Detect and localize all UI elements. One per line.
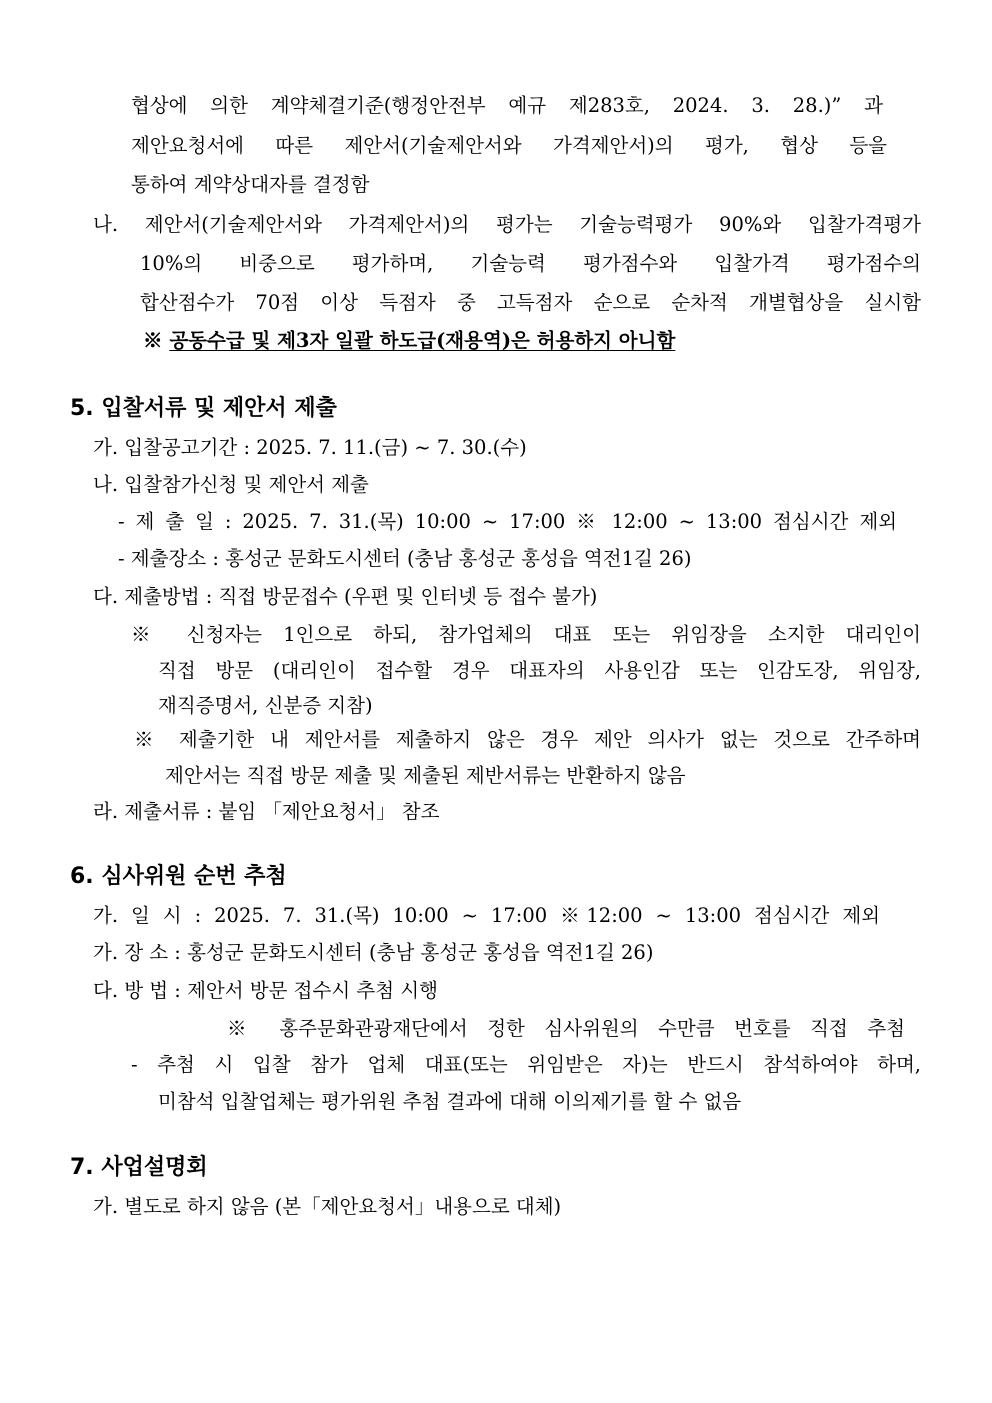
note-2-line-1: ※ 제출기한 내 제안서를 제출하지 않은 경우 제안 의사가 없는 것으로 간주하며: [134, 728, 921, 751]
application-heading: 나. 입찰참가신청 및 제안서 제출: [93, 473, 369, 496]
intro-line-2: 제안요청서에 따른 제안서(기술제안서와 가격제안서)의 평가, 협상 등을: [131, 134, 887, 157]
attendance-line-2: 미참석 입찰업체는 평가위원 추첨 결과에 대해 이의제기를 할 수 없음: [158, 1090, 742, 1113]
evaluation-line-2: 10%의 비중으로 평가하며, 기술능력 평가점수와 입찰가격 평가점수의: [140, 252, 921, 275]
note-1-line-3: 재직증명서, 신분증 지참): [158, 694, 373, 717]
submission-method: 다. 제출방법 : 직접 방문접수 (우편 및 인터넷 등 접수 불가): [93, 585, 598, 608]
section-6-heading: 6. 심사위원 순번 추첨: [70, 864, 287, 889]
intro-line-3: 통하여 계약상대자를 결정함: [131, 173, 370, 196]
subcontract-notice: 공동수급 및 제3자 일괄 하도급(재용역)은 허용하지 아니함: [169, 329, 676, 352]
note-2-line-2: 제안서는 직접 방문 제출 및 제출된 제반서류는 반환하지 않음: [165, 764, 686, 787]
briefing-item: 가. 별도로 하지 않음 (본「제안요청서」내용으로 대체): [93, 1195, 562, 1218]
announcement-period: 가. 입찰공고기간 : 2025. 7. 11.(금) ~ 7. 30.(수): [93, 436, 527, 459]
draw-method: 다. 방 법 : 제안서 방문 접수시 추첨 시행: [93, 979, 438, 1002]
draw-place: 가. 장 소 : 홍성군 문화도시센터 (충남 홍성군 홍성읍 역전1길 26): [93, 941, 654, 964]
evaluation-line-1: 나. 제안서(기술제안서와 가격제안서)의 평가는 기술능력평가 90%와 입찰가격평가: [93, 213, 921, 236]
attendance-line-1: - 추첨 시 입찰 참가 업체 대표(또는 위임받은 자)는 반드시 참석하여야 하며,: [131, 1053, 921, 1076]
notice-line: [143, 329, 675, 353]
submission-documents: 라. 제출서류 : 붙임 「제안요청서」 참조: [93, 800, 440, 823]
reference-mark: ※: [143, 329, 163, 352]
submission-date: - 제 출 일 : 2025. 7. 31.(목) 10:00 ~ 17:00 ※ 12:00 ~ 13:00 점심시간 제외: [118, 510, 897, 533]
evaluation-line-3: 합산점수가 70점 이상 득점자 중 고득점자 순으로 순차적 개별협상을 실시함: [140, 291, 921, 314]
note-1-line-1: ※ 신청자는 1인으로 하되, 참가업체의 대표 또는 위임장을 소지한 대리인이: [131, 623, 921, 646]
note-1-line-2: 직접 방문 (대리인이 접수할 경우 대표자의 사용인감 또는 인감도장, 위임장,: [158, 659, 921, 682]
draw-note: ※ 홍주문화관광재단에서 정한 심사위원의 수만큼 번호를 직접 추첨: [227, 1017, 905, 1040]
section-5-heading: 5. 입찰서류 및 제안서 제출: [70, 396, 337, 421]
intro-line-1: 협상에 의한 계약체결기준(행정안전부 예규 제283호, 2024. 3. 28.)” 과: [131, 94, 883, 117]
draw-date: 가. 일 시 : 2025. 7. 31.(목) 10:00 ~ 17:00 ※12:00 ~ 13:00 점심시간 제외: [93, 904, 880, 927]
section-7-heading: 7. 사업설명회: [70, 1155, 208, 1180]
submission-place: - 제출장소 : 홍성군 문화도시센터 (충남 홍성군 홍성읍 역전1길 26): [118, 547, 692, 570]
